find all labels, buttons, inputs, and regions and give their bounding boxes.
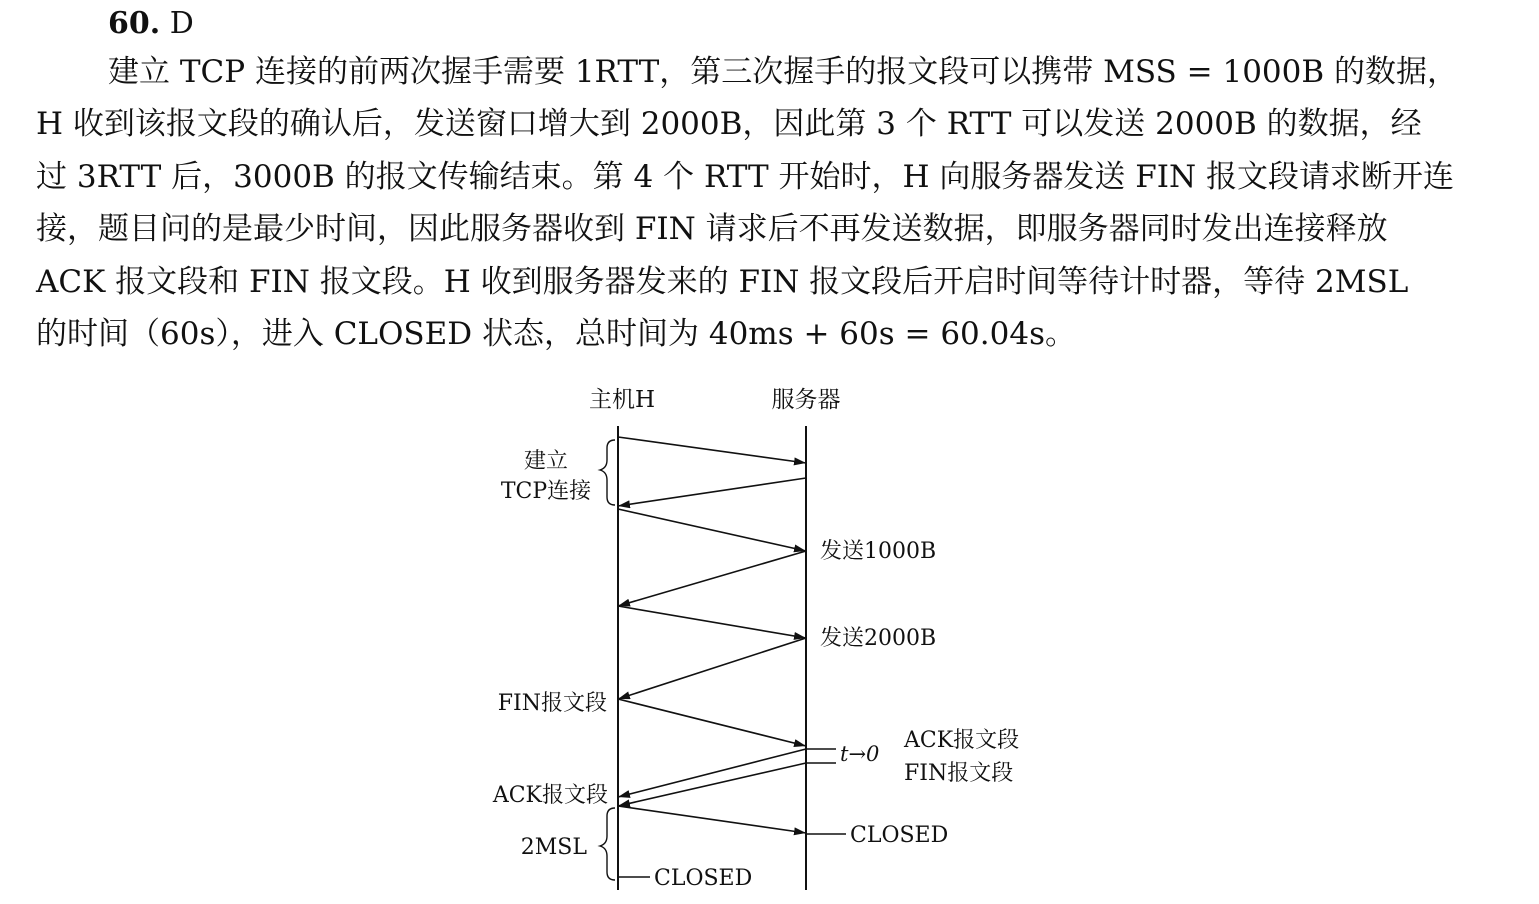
fin-server-label: FIN报文段	[904, 761, 1014, 786]
closed-host-label: CLOSED	[654, 866, 753, 891]
explanation-line: H 收到该报文段的确认后，发送窗口增大到 2000B，因此第 3 个 RTT 可以发送 2000B 的数据，经	[36, 106, 1422, 143]
explanation-line: 建立 TCP 连接的前两次握手需要 1RTT，第三次握手的报文段可以携带 MSS = 1000B 的数据，	[108, 54, 1458, 90]
explanation-line: 过 3RTT 后，3000B 的报文传输结束。第 4 个 RTT 开始时，H 向服务器发送 FIN 报文段请求断开连	[36, 158, 1455, 195]
question-answer: D	[169, 6, 194, 41]
explanation-line: ACK 报文段和 FIN 报文段。H 收到服务器发来的 FIN 报文段后开启时间等待计时器，等待 2MSL	[36, 263, 1409, 300]
establish-brace	[600, 440, 615, 505]
syn-arrow	[618, 437, 806, 463]
question-number-sep: .	[149, 6, 161, 41]
explanation-line: 的时间（60s），进入 CLOSED 状态，总时间为 40ms + 60s = 60.04s。	[36, 316, 1076, 353]
send-1000-label: 发送1000B	[820, 539, 937, 564]
ack-server-arrow	[618, 749, 806, 797]
send-2000-arrow	[618, 606, 806, 638]
syn-ack-arrow	[618, 478, 806, 506]
2msl-brace	[600, 808, 615, 880]
send-1000-arrow	[618, 509, 806, 551]
host-label: 主机H	[588, 387, 656, 413]
server-label: 服务器	[771, 387, 841, 413]
ack-host-label: ACK报文段	[492, 783, 608, 808]
explanation-line: 接，题目问的是最少时间，因此服务器收到 FIN 请求后不再发送数据，即服务器同时发出连接释放	[36, 211, 1388, 248]
fin-host-label: FIN报文段	[497, 691, 607, 716]
send-2000-label: 发送2000B	[820, 626, 937, 651]
question-number: 60	[108, 6, 150, 41]
fin-host-arrow	[618, 699, 806, 746]
establish-label-2: TCP连接	[500, 479, 592, 504]
ack-host-arrow	[618, 806, 806, 833]
ack-1000-arrow	[618, 551, 806, 606]
2msl-label: 2MSL	[520, 835, 587, 860]
ack-server-label: ACK报文段	[904, 728, 1020, 753]
t-arrow-label: t→0	[840, 742, 880, 766]
closed-server-label: CLOSED	[850, 823, 949, 848]
establish-label-1: 建立	[523, 449, 569, 474]
ack-2000-arrow	[618, 638, 806, 699]
fin-server-arrow	[618, 763, 806, 806]
